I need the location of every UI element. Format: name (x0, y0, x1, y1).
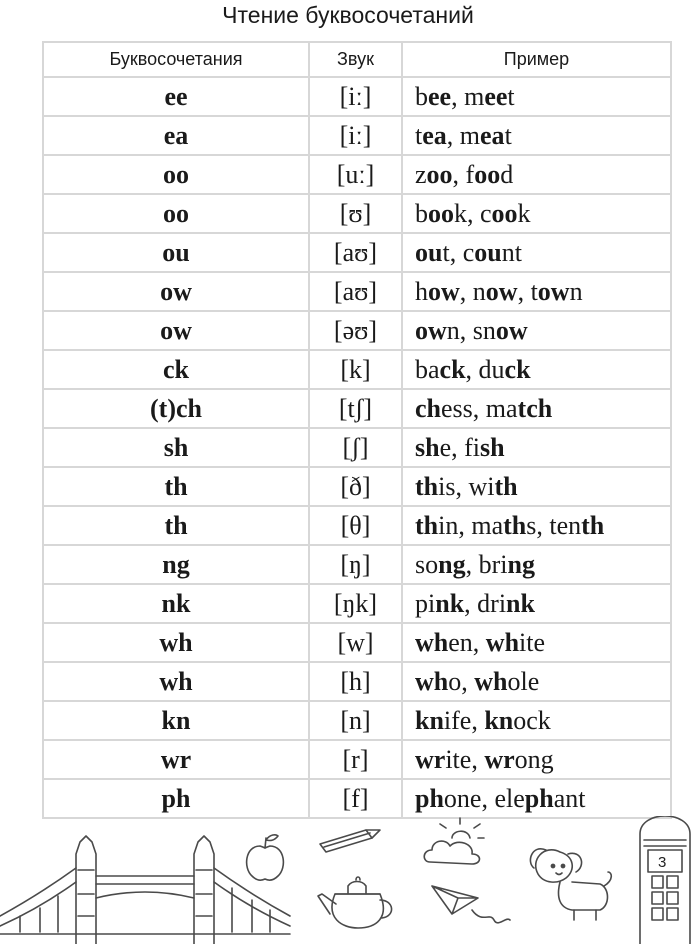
table-row (43, 623, 671, 662)
page-number: 3 (658, 854, 667, 871)
highlighted-letters: ee (428, 81, 452, 111)
example-words (402, 311, 671, 350)
example-words (402, 389, 671, 428)
example-text: ife, (443, 705, 485, 735)
letter-combination: ow (43, 272, 309, 311)
phonetic-sound: [ʃ] (309, 428, 402, 467)
table-header-row (43, 42, 671, 77)
phone-booth-icon (640, 816, 690, 944)
example-words (402, 194, 671, 233)
example-text: ite (519, 627, 546, 657)
example-text: , n (459, 276, 486, 306)
letter-combination: wh (43, 623, 309, 662)
letter-combination: ng (43, 545, 309, 584)
phonetic-sound: [k] (309, 350, 402, 389)
example-words (402, 272, 671, 311)
highlighted-letters: sh (480, 432, 505, 462)
example-words (402, 116, 671, 155)
highlighted-letters: ng (438, 549, 466, 579)
apple-icon (247, 835, 284, 880)
table-row (43, 311, 671, 350)
table-row (43, 467, 671, 506)
example-words (402, 428, 671, 467)
table-row (43, 389, 671, 428)
example-text: , m (446, 120, 481, 150)
example-words (402, 506, 671, 545)
table-row (43, 233, 671, 272)
highlighted-letters: oo (428, 198, 454, 228)
example-text: t (504, 120, 512, 150)
example-words (402, 662, 671, 701)
phonetic-sound: [w] (309, 623, 402, 662)
example-text: so (415, 549, 439, 579)
example-text: , du (465, 354, 505, 384)
highlighted-letters: th (415, 471, 439, 501)
phonetic-sound: [uː] (309, 155, 402, 194)
example-words (402, 350, 671, 389)
example-text: ock (513, 705, 551, 735)
pencil-icon (320, 830, 380, 852)
highlighted-letters: ow (495, 315, 528, 345)
letter-combination: wr (43, 740, 309, 779)
highlighted-letters: kn (484, 705, 514, 735)
phonetic-sound: [aʊ] (309, 272, 402, 311)
highlighted-letters: th (581, 510, 605, 540)
highlighted-letters: th (494, 471, 518, 501)
highlighted-letters: wr (415, 744, 446, 774)
highlighted-letters: ow (415, 315, 447, 345)
example-words (402, 155, 671, 194)
example-words (402, 545, 671, 584)
example-text: n (569, 276, 583, 306)
letter-combinations-table (42, 41, 672, 819)
example-text: z (415, 159, 427, 189)
highlighted-letters: ou (415, 237, 443, 267)
phonetic-sound: [θ] (309, 506, 402, 545)
highlighted-letters: ow (485, 276, 518, 306)
example-text: ong (514, 744, 554, 774)
example-text: is, wi (438, 471, 495, 501)
teapot-icon (318, 877, 392, 928)
table-row (43, 662, 671, 701)
highlighted-letters: oo (426, 159, 453, 189)
example-words (402, 623, 671, 662)
example-text: pi (415, 588, 436, 618)
letter-combination: oo (43, 194, 309, 233)
highlighted-letters: kn (415, 705, 444, 735)
highlighted-letters: ee (484, 81, 508, 111)
example-words (402, 77, 671, 116)
example-text: s, ten (526, 510, 582, 540)
highlighted-letters: wh (415, 666, 449, 696)
letter-combination: ph (43, 779, 309, 818)
example-text: ant (553, 783, 586, 813)
table-row (43, 116, 671, 155)
highlighted-letters: wh (485, 627, 520, 657)
highlighted-letters: th (503, 510, 527, 540)
phonetic-sound: [f] (309, 779, 402, 818)
highlighted-letters: ow (537, 276, 570, 306)
highlighted-letters: ng (507, 549, 535, 579)
highlighted-letters: oo (491, 198, 518, 228)
decorative-illustrations (0, 816, 696, 944)
highlighted-letters: ea (480, 120, 505, 150)
example-words (402, 779, 671, 818)
phonetic-sound: [ð] (309, 467, 402, 506)
highlighted-letters: ck (504, 354, 531, 384)
letter-combination: oo (43, 155, 309, 194)
example-text: o, (448, 666, 475, 696)
phonetic-sound: [ŋ] (309, 545, 402, 584)
example-text: one, ele (443, 783, 525, 813)
highlighted-letters: ch (415, 393, 441, 423)
phonetic-sound: [r] (309, 740, 402, 779)
highlighted-letters: ph (524, 783, 554, 813)
highlighted-letters: th (415, 510, 439, 540)
letter-combination: kn (43, 701, 309, 740)
highlighted-letters: wr (484, 744, 515, 774)
highlighted-letters: ea (422, 120, 447, 150)
table-row (43, 506, 671, 545)
example-text: t, c (442, 237, 475, 267)
example-text: ole (507, 666, 540, 696)
highlighted-letters: tch (517, 393, 553, 423)
example-text: , t (517, 276, 538, 306)
letter-combination: ea (43, 116, 309, 155)
phonetic-sound: [iː] (309, 77, 402, 116)
sun-cloud-icon (424, 818, 484, 864)
example-text: t (507, 81, 515, 111)
phonetic-sound: [əʊ] (309, 311, 402, 350)
table-row (43, 77, 671, 116)
highlighted-letters: oo (474, 159, 501, 189)
letter-combination: nk (43, 584, 309, 623)
phonetic-sound: [ŋk] (309, 584, 402, 623)
example-text: d (500, 159, 514, 189)
highlighted-letters: nk (506, 588, 535, 618)
letter-combination: ou (43, 233, 309, 272)
example-words (402, 233, 671, 272)
tower-bridge-icon (0, 836, 290, 944)
example-text: h (415, 276, 428, 306)
example-text: , dri (464, 588, 507, 618)
table-row (43, 272, 671, 311)
table-row (43, 584, 671, 623)
letter-combination: ow (43, 311, 309, 350)
highlighted-letters: ph (415, 783, 444, 813)
example-words (402, 740, 671, 779)
header-example: Пример (402, 42, 671, 77)
phonetic-sound: [aʊ] (309, 233, 402, 272)
header-combinations: Буквосочетания (43, 42, 309, 77)
table-row (43, 740, 671, 779)
example-text: t (415, 120, 423, 150)
phonetic-sound: [ʊ] (309, 194, 402, 233)
example-words (402, 467, 671, 506)
highlighted-letters: nk (435, 588, 465, 618)
highlighted-letters: sh (415, 432, 440, 462)
letter-combination: ee (43, 77, 309, 116)
letter-combination: th (43, 506, 309, 545)
table-row (43, 779, 671, 818)
table-row (43, 194, 671, 233)
example-words (402, 701, 671, 740)
highlighted-letters: ou (474, 237, 502, 267)
phonetic-sound: [iː] (309, 116, 402, 155)
example-text: ba (415, 354, 440, 384)
highlighted-letters: ck (439, 354, 466, 384)
puppy-icon (530, 849, 611, 920)
example-text: n, sn (446, 315, 496, 345)
highlighted-letters: wh (415, 627, 449, 657)
table-row (43, 428, 671, 467)
example-text: , m (451, 81, 485, 111)
example-text: k (517, 198, 531, 228)
example-text: ess, ma (441, 393, 518, 423)
letter-combination: wh (43, 662, 309, 701)
table-row (43, 155, 671, 194)
example-text: nt (501, 237, 522, 267)
table-row (43, 350, 671, 389)
example-text: , bri (465, 549, 508, 579)
table-row (43, 701, 671, 740)
example-text: en, (448, 627, 486, 657)
highlighted-letters: ow (428, 276, 460, 306)
paper-plane-icon (432, 886, 510, 923)
page-title: Чтение буквосочетаний (222, 2, 474, 28)
table-row (43, 545, 671, 584)
example-text: b (415, 198, 428, 228)
letter-combination: sh (43, 428, 309, 467)
example-text: e, fi (439, 432, 480, 462)
example-text: k, c (454, 198, 492, 228)
phonetic-sound: [h] (309, 662, 402, 701)
letter-combination: th (43, 467, 309, 506)
example-text: ite, (445, 744, 485, 774)
example-text: b (415, 81, 428, 111)
example-words (402, 584, 671, 623)
example-text: in, ma (438, 510, 504, 540)
example-text: , f (452, 159, 475, 189)
letter-combination: (t)ch (43, 389, 309, 428)
letter-combination: ck (43, 350, 309, 389)
highlighted-letters: wh (474, 666, 508, 696)
phonetic-sound: [tʃ] (309, 389, 402, 428)
header-sound: Звук (309, 42, 402, 77)
phonetic-sound: [n] (309, 701, 402, 740)
